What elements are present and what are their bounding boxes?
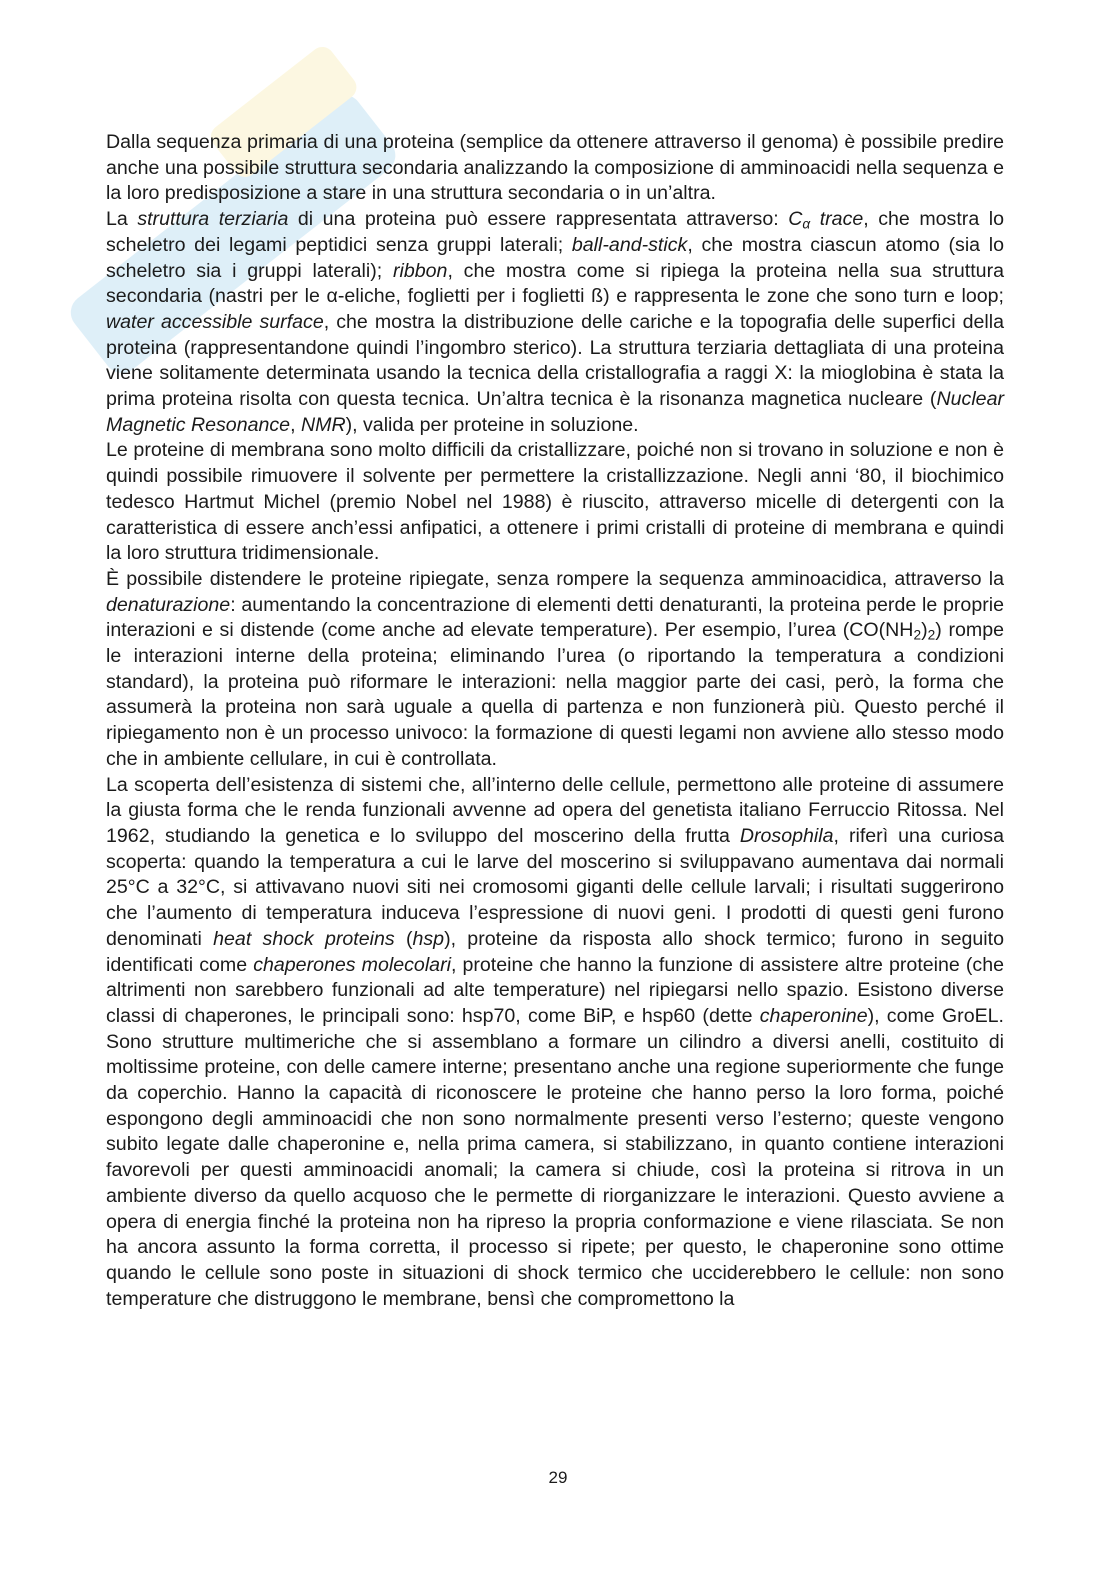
paragraph [106, 130, 1004, 207]
text-run: di una proteina può essere rappresentata attraverso: [288, 208, 789, 231]
text-run: 2 [927, 627, 936, 643]
italic-term: chaperones molecolari [253, 953, 451, 976]
text-run: ) rompe le interazioni interne della proteina; eliminando l’urea (o riportando la temperatura a condizioni standard), la proteina può riformare le interazioni: nella maggior parte dei casi, però, la forma che assumerà la proteina non sarà uguale a quella di partenza e non funzionerà più. Questo perché il ripiegamento non è un processo univoco: la formazione di questi legami non avviene allo stesso modo che in ambiente cellulare, in cui è controllata. [106, 619, 1004, 770]
text-run: La [106, 208, 138, 231]
paragraph [106, 773, 1004, 1313]
text-run: ), valida per proteine in soluzione. [345, 413, 639, 436]
text-run: , che mostra come si ripiega la proteina nella sua struttura secondaria (nastri per le α-eliche, foglietti per i foglietti ß) e rappresenta le zone che sono turn e loop; [106, 259, 1005, 308]
paragraph [106, 567, 1004, 773]
page-body [106, 130, 1004, 1312]
text-run: ), come GroEL. Sono strutture multimeriche che si assemblano a formare un cilindro a diversi anelli, costituito di moltissime proteine, con delle camere interne; presentano anche una regione superiormente che funge da coperchio. Hanno la capacità di riconoscere le proteine che hanno perso la loro forma, poiché espongono degli amminoacidi che non sono normalmente presenti verso l’esterno; queste vengono subito legate dalle chaperonine e, nella prima camera, si stabilizzano, in quanto contiene interazioni favorevoli per questi amminoacidi anomali; la camera si chiude, così la proteina si ritrova in un ambiente diverso da quello acquoso che le permette di riorganizzare le interazioni. Questo avviene a opera di energia finché la proteina non ha ripreso la propria conformazione e viene rilasciata. Se non ha ancora assunto la forma corretta, il processo si ripete; per questo, le chaperonine sono ottime quando le cellule sono poste in situazioni di shock termico che ucciderebbero le cellule: non sono temperature che distruggono le membrane, bensì che compromettono la [106, 1004, 1004, 1310]
italic-term: hsp [412, 927, 445, 950]
text-run: , proteine che hanno la funzione di assistere altre proteine (che altrimenti non sarebbero funzionali ad alte temperature) nel ripiegarsi nello spazio. Esistono diverse classi di chaperones, le principali sono: hsp70, come BiP, e hsp60 (dette [106, 953, 1004, 1027]
italic-term: C [788, 208, 803, 231]
text-run: , che mostra lo scheletro dei legami peptidici senza gruppi laterali; [106, 208, 1004, 256]
text-run: Dalla sequenza primaria di una proteina (semplice da ottenere attraverso il genoma) è possibile predire anche una possibile struttura secondaria analizzando la composizione di amminoacidi nella sequenza e la loro predisposizione a stare in una struttura secondaria o in un’altra. [106, 131, 1004, 205]
text-run: È possibile distendere le proteine ripiegate, senza rompere la sequenza amminoacidica, attraverso la [106, 567, 1004, 590]
paragraph [106, 438, 1004, 567]
italic-term: heat shock proteins [213, 927, 395, 950]
italic-term: α [802, 216, 811, 232]
italic-term: ball-and-stick [571, 233, 688, 256]
text-run: ( [394, 927, 413, 950]
text-run: , riferì una curiosa scoperta: quando la temperatura a cui le larve del moscerino si sviluppavano aumentava dai normali 25°C a 32°C, si attivavano nuovi siti nei cromosomi giganti delle cellule larvali; i risultati suggerirono che l’aumento di temperatura induceva l’espressione di nuovi geni. I prodotti di questi geni furono denominati [106, 824, 1004, 950]
italic-term: ribbon [392, 259, 448, 282]
italic-term: denaturazione [106, 593, 231, 616]
text-run: : aumentando la concentrazione di elementi detti denaturanti, la proteina perde le proprie interazioni e si distende (come anche ad elevate temperature). Per esempio, l’urea (CO(NH [106, 593, 1004, 642]
italic-term: trace [810, 208, 864, 231]
page-number: 29 [548, 1468, 568, 1487]
italic-term: Drosophila [739, 824, 834, 847]
italic-term: water accessible surface [106, 310, 324, 333]
italic-term: Nuclear Magnetic Resonance [106, 388, 1004, 436]
text-run: 2 [913, 627, 922, 643]
text-run: La scoperta dell’esistenza di sistemi che, all’interno delle cellule, permettono alle proteine di assumere la giusta forma che le renda funzionali avvenne ad opera del genetista italiano Ferruccio Ritossa. Nel 1962, studiando la genetica e lo sviluppo del moscerino della frutta [106, 773, 1004, 847]
italic-term: struttura terziaria [137, 208, 289, 231]
text-run: ), proteine da risposta allo shock termico; furono in seguito identificati come [106, 927, 1004, 976]
text-run: Le proteine di membrana sono molto difficili da cristallizzare, poiché non si trovano in soluzione e non è quindi possibile rimuovere il solvente per permettere la cristallizzazione. Negli anni ‘80, il biochimico tedesco Hartmut Michel (premio Nobel nel 1988) è riuscito, attraverso micelle di detergenti con la caratteristica di essere anch’essi anfipatici, a ottenere i primi cristalli di proteine di membrana e quindi la loro struttura tridimensionale. [106, 439, 1004, 565]
text-run: ) [921, 619, 928, 642]
text-run: , che mostra ciascun atomo (sia lo scheletro sia i gruppi laterali); [106, 233, 1004, 282]
italic-term: chaperonine [759, 1004, 868, 1027]
paragraph [106, 207, 1004, 438]
text-run: , [290, 413, 301, 436]
text-run: , che mostra la distribuzione delle cariche e la topografia delle superfici della proteina (rappresentandone quindi l’ingombro sterico). La struttura terziaria dettagliata di una proteina viene solitamente determinata usando la tecnica della cristallografia a raggi X: la mioglobina è stata la prima proteina risolta con questa tecnica. Un’altra tecnica è la risonanza magnetica nucleare ( [106, 310, 1004, 411]
italic-term: NMR [300, 413, 346, 436]
